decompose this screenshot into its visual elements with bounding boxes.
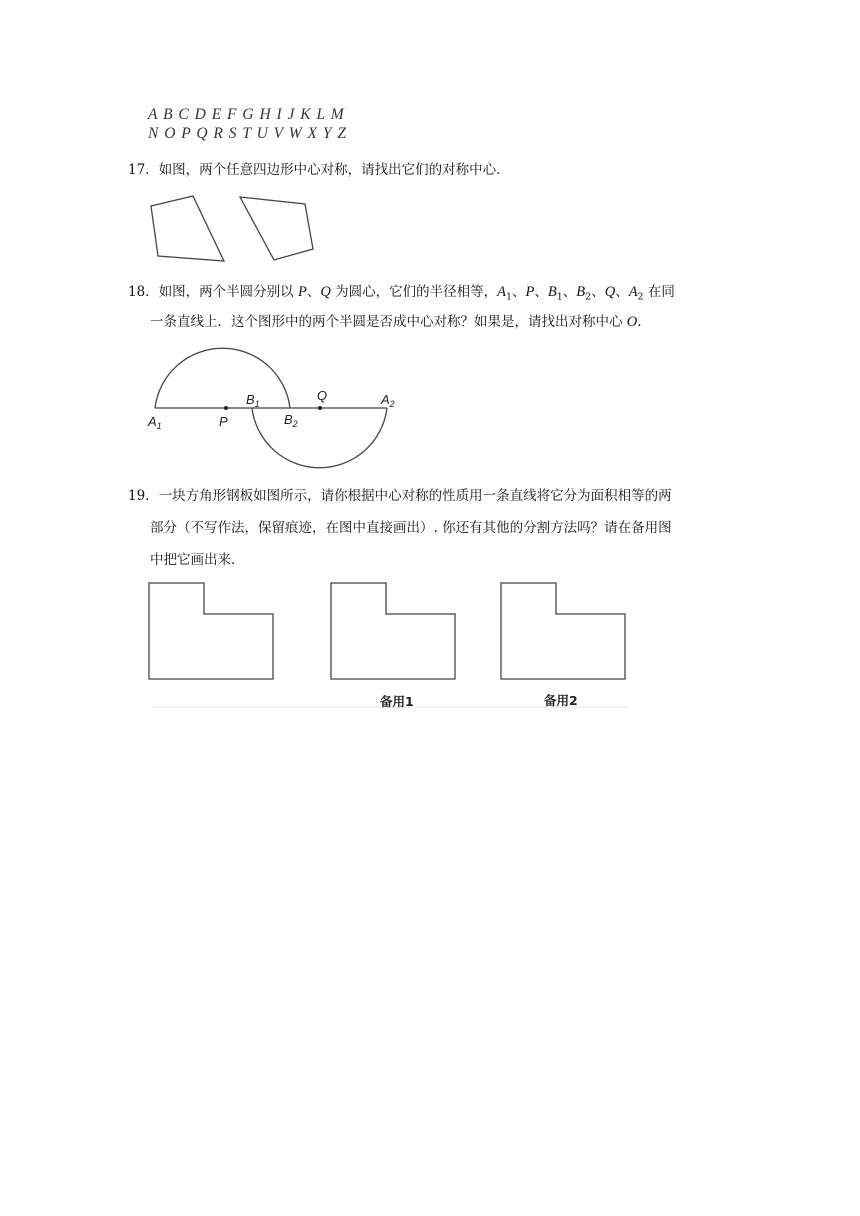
- figure-semicircles: [140, 338, 400, 480]
- label-a1: $A_1$: [148, 414, 162, 431]
- question-18-line-2: 一条直线上．这个图形中的两个半圆是否成中心对称？如果是，请找出对称中心 O.: [150, 314, 642, 330]
- semicircle-lower: [252, 408, 387, 468]
- figure-quadrilaterals: [140, 188, 330, 268]
- question-19-line-2: 部分（不写作法，保留痕迹，在图中直接画出）. 你还有其他的分割方法吗？请在备用图: [150, 520, 672, 536]
- question-19-line-3: 中把它画出来．: [150, 552, 245, 568]
- l-plate-spare-1: [331, 583, 455, 679]
- l-plate-main: [149, 583, 273, 679]
- question-17-text: 如图，两个任意四边形中心对称，请找出它们的对称中心．: [158, 162, 510, 178]
- label-b1: $B_1$: [246, 392, 260, 409]
- question-17-number: 17．: [128, 162, 159, 178]
- letters-row-1: A B C D E F G H I J K L M: [148, 106, 345, 123]
- point-p: [224, 406, 228, 410]
- point-q: [318, 406, 322, 410]
- question-18-line-1: 18．如图，两个半圆分别以 P、Q 为圆心，它们的半径相等，$A_1$、P、$B_1$、$B_2$、Q、$A_2$ 在同: [128, 284, 675, 303]
- letters-row-2: N O P Q R S T U V W X Y Z: [148, 125, 347, 142]
- semicircle-upper: [155, 348, 290, 408]
- question-19-line-1: 19．一块方角形钢板如图所示，请你根据中心对称的性质用一条直线将它分为面积相等的两: [128, 488, 672, 504]
- question-18-number: 18．: [128, 284, 159, 300]
- label-p: P: [219, 414, 228, 429]
- question-19-number: 19．: [128, 488, 159, 504]
- question-17: [128, 160, 510, 180]
- l-plate-spare-2: [501, 583, 625, 679]
- label-q: Q: [317, 388, 328, 403]
- label-b2: $B_2$: [284, 412, 298, 429]
- quadrilateral-left: [151, 196, 224, 261]
- caption-spare-2: 备用2: [544, 693, 578, 708]
- caption-spare-1: 备用1: [380, 694, 414, 709]
- label-a2: $A_2$: [381, 392, 395, 409]
- quadrilateral-right: [240, 197, 313, 260]
